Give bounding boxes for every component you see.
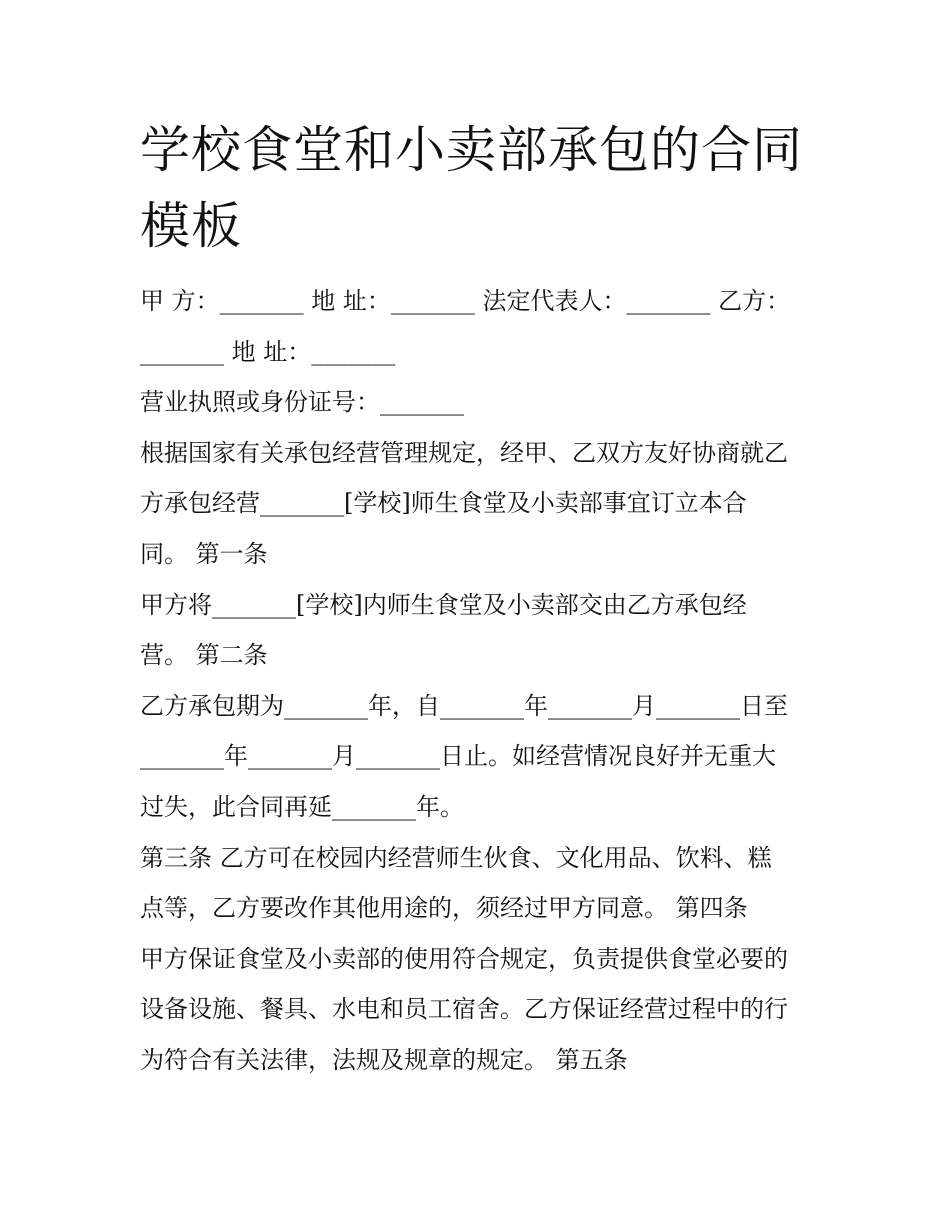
article-line: _______年_______月_______日止。如经营情况良好并无重大 (140, 742, 776, 771)
contract-body (140, 276, 820, 1086)
party-b-address-line: _______ 地 址：_______ (140, 337, 396, 366)
article-line: 点等，乙方要改作其他用途的，须经过甲方同意。 第四条 (140, 894, 748, 923)
article-line: 为符合有关法律，法规及规章的规定。 第五条 (140, 1045, 628, 1074)
document-title (140, 112, 820, 264)
article-line: 过失，此合同再延_______年。 (140, 792, 464, 821)
title-line-2: 模板 (140, 197, 242, 255)
preamble-line: 方承包经营_______[学校]师生食堂及小卖部事宜订立本合 (140, 489, 747, 518)
article-line: 乙方承包期为_______年，自_______年_______月_______日至 (140, 691, 788, 720)
article-line: 第三条 乙方可在校园内经营师生伙食、文化用品、饮料、糕 (140, 843, 772, 872)
article-line: 营。 第二条 (140, 641, 268, 670)
title-line-1: 学校食堂和小卖部承包的合同 (140, 121, 803, 179)
license-id-line: 营业执照或身份证号：_______ (140, 388, 464, 417)
party-a-line: 甲 方：_______ 地 址：_______ 法定代表人：_______ 乙方： (140, 287, 791, 315)
article-line: 设备设施、餐具、水电和员工宿舍。乙方保证经营过程中的行 (140, 995, 788, 1024)
preamble-line: 同。 第一条 (140, 539, 268, 568)
article-line: 甲方将_______[学校]内师生食堂及小卖部交由乙方承包经 (140, 590, 747, 619)
article-line: 甲方保证食堂及小卖部的使用符合规定，负责提供食堂必要的 (140, 944, 788, 973)
preamble-line: 根据国家有关承包经营管理规定，经甲、乙双方友好协商就乙 (140, 438, 788, 467)
